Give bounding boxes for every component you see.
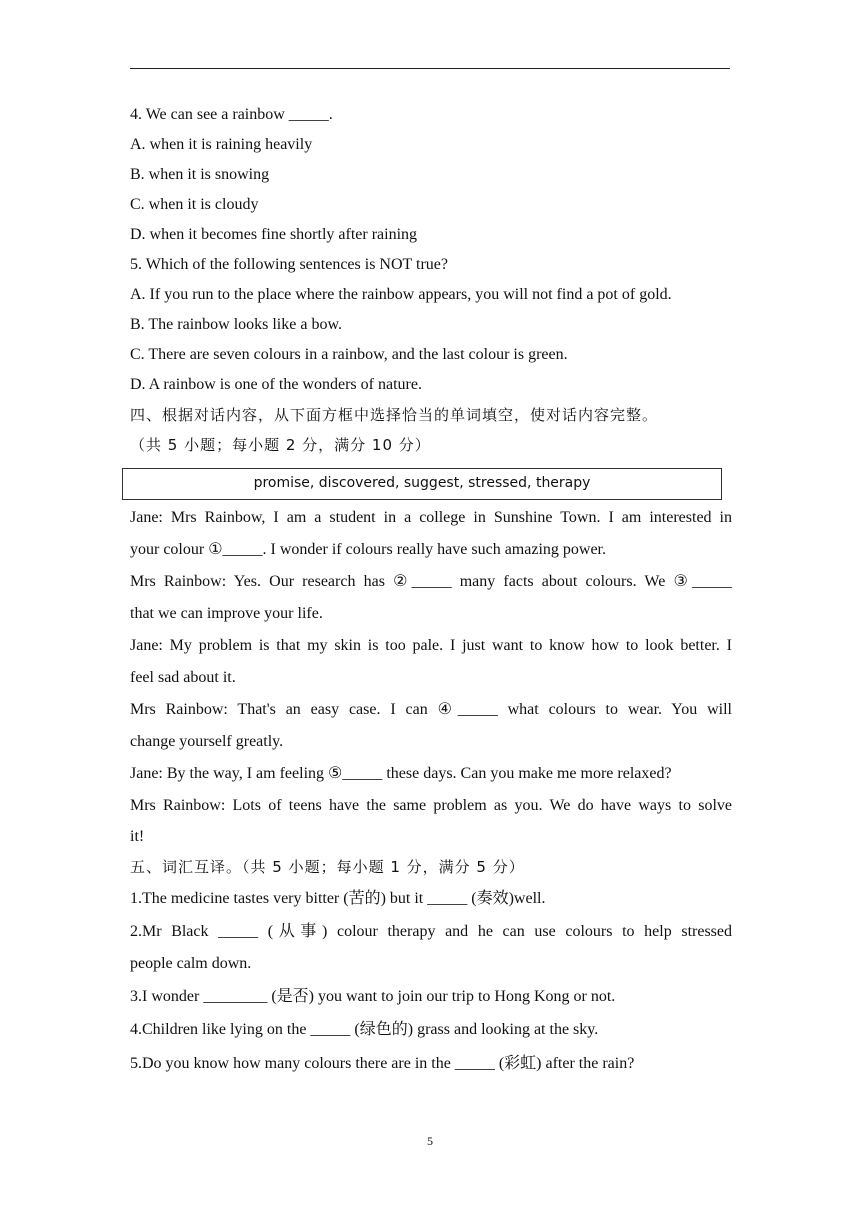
dialogue-line: Jane: My problem is that my skin is too pale. I just want to know how to look better. I <box>130 637 732 654</box>
dialogue-line: Mrs Rainbow: Yes. Our research has ②_____ many facts about colours. We ③_____ <box>130 573 733 590</box>
section4-scoring: （共 5 小题；每小题 2 分，满分 10 分） <box>130 436 431 454</box>
vocab-item: 3.I wonder ________ (是否) you want to join our trip to Hong Kong or not. <box>130 988 616 1005</box>
dialogue-line: Jane: By the way, I am feeling ⑤_____ these days. Can you make me more relaxed? <box>130 765 672 782</box>
vocab-item: 1.The medicine tastes very bitter (苦的) but it _____ (奏效)well. <box>130 890 546 907</box>
dialogue-line-cont: your colour ①_____. I wonder if colours really have such amazing power. <box>130 541 606 558</box>
section5-heading: 五、词汇互译。（共 5 小题；每小题 1 分，满分 5 分） <box>130 858 525 876</box>
page-number: 5 <box>427 1134 433 1148</box>
q4-option-d: D. when it becomes fine shortly after raining <box>130 226 418 243</box>
q4-option-b: B. when it is snowing <box>130 166 270 183</box>
dialogue-line: Mrs Rainbow: That's an easy case. I can ④_____ what colours to wear. You will <box>130 701 732 718</box>
word-box: promise, discovered, suggest, stressed, therapy <box>122 468 722 500</box>
q4-option-c: C. when it is cloudy <box>130 196 259 213</box>
q5-option-c: C. There are seven colours in a rainbow, and the last colour is green. <box>130 346 568 363</box>
q5-option-a: A. If you run to the place where the rainbow appears, you will not find a pot of gold. <box>130 286 672 303</box>
dialogue-line: Jane: Mrs Rainbow, I am a student in a college in Sunshine Town. I am interested in <box>130 509 732 526</box>
q5-question: 5. Which of the following sentences is NOT true? <box>130 256 448 273</box>
dialogue-line: Mrs Rainbow: Lots of teens have the same problem as you. We do have ways to solve <box>130 797 732 814</box>
q4-option-a: A. when it is raining heavily <box>130 136 313 153</box>
dialogue-line-cont: change yourself greatly. <box>130 733 284 750</box>
page-content <box>130 100 732 1081</box>
q5-option-d: D. A rainbow is one of the wonders of nature. <box>130 376 422 393</box>
vocab-item: 4.Children like lying on the _____ (绿色的) grass and looking at the sky. <box>130 1021 599 1038</box>
vocab-item-cont: people calm down. <box>130 955 252 972</box>
dialogue-line-cont: feel sad about it. <box>130 669 236 686</box>
q5-option-b: B. The rainbow looks like a bow. <box>130 316 342 333</box>
vocab-item: 2.Mr Black _____ (从事) colour therapy and he can use colours to help stressed <box>130 923 732 940</box>
dialogue-line-cont: it! <box>130 828 145 845</box>
header-rule <box>130 68 730 69</box>
dialogue-line-cont: that we can improve your life. <box>130 605 323 622</box>
vocab-item: 5.Do you know how many colours there are in the _____ (彩虹) after the rain? <box>130 1055 635 1072</box>
section4-heading: 四、根据对话内容，从下面方框中选择恰当的单词填空，使对话内容完整。 <box>130 406 659 424</box>
q4-question: 4. We can see a rainbow _____. <box>130 106 333 123</box>
